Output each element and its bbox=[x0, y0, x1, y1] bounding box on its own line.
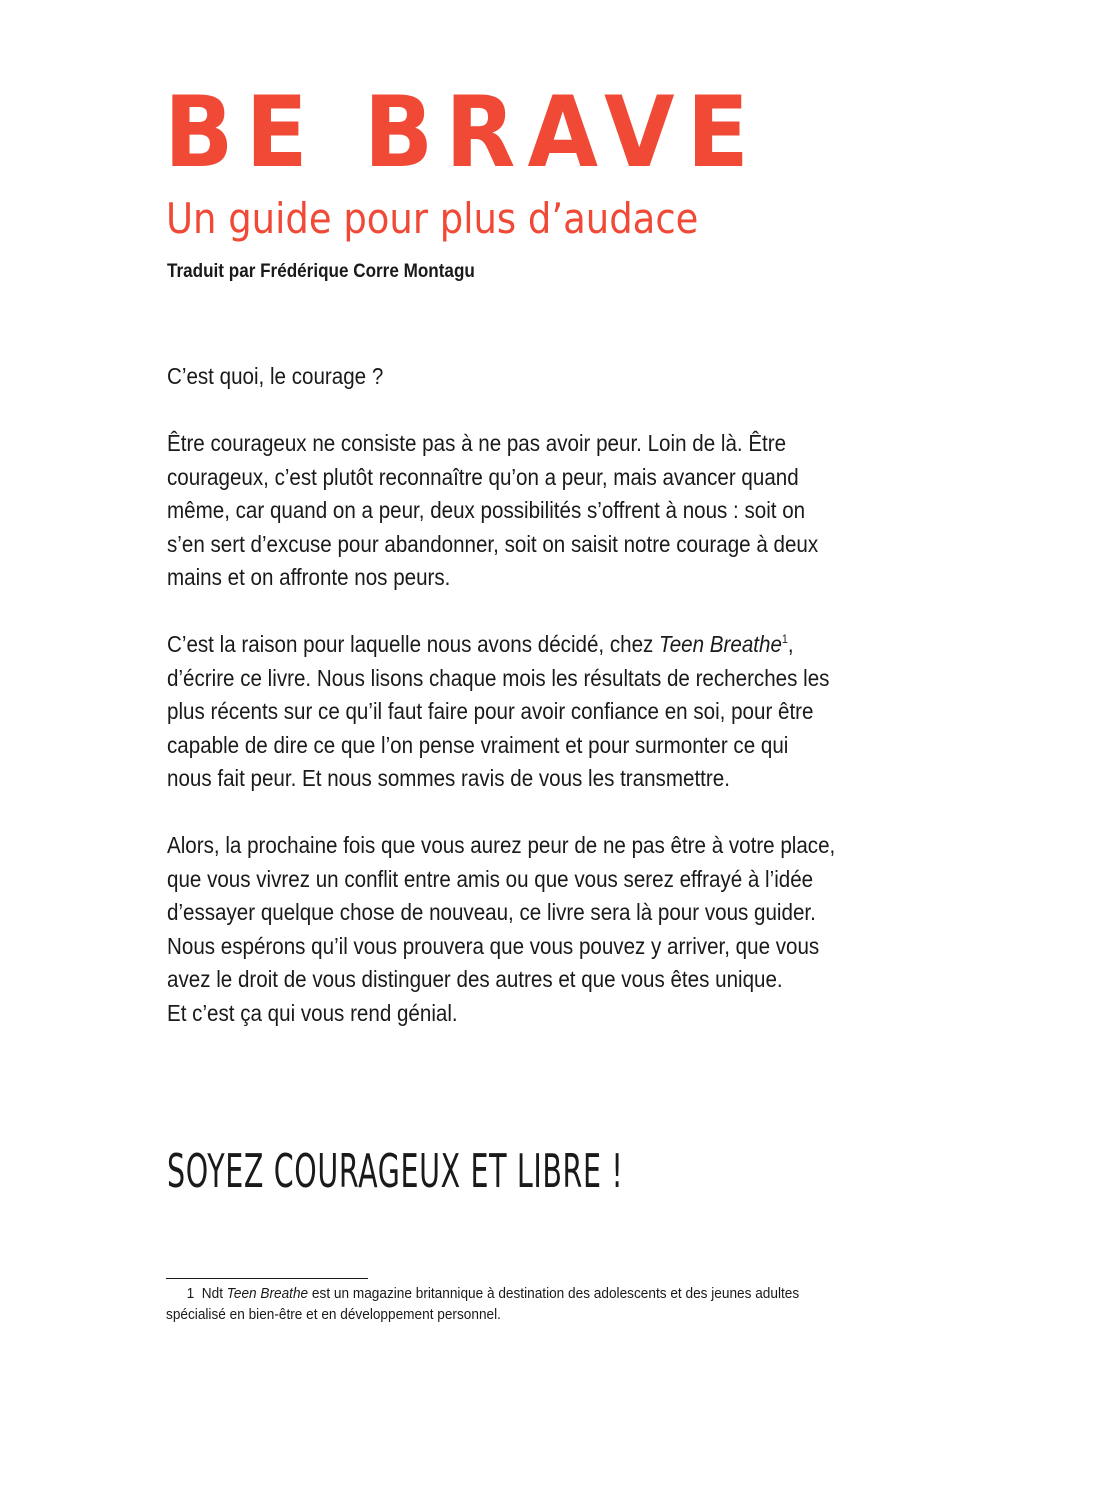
magazine-name: Teen Breathe bbox=[659, 631, 782, 657]
footnote bbox=[166, 1284, 974, 1326]
paragraph-2 bbox=[167, 628, 937, 796]
book-title: BE BRAVE bbox=[164, 76, 761, 190]
footnote-prefix: Ndt bbox=[201, 1286, 227, 1302]
paragraph-3-line: Et c’est ça qui vous rend génial. bbox=[167, 999, 458, 1026]
footnote-text: est un magazine britannique à destination des adolescents et des jeunes adultes bbox=[308, 1286, 800, 1302]
paragraph-3-line: Nous espérons qu’il vous prouvera que vous pouvez y arriver, que vous bbox=[167, 932, 820, 959]
footnote-magazine-name: Teen Breathe bbox=[226, 1286, 309, 1302]
paragraph-1-line: Être courageux ne consiste pas à ne pas avoir peur. Loin de là. Être bbox=[167, 430, 787, 456]
paragraph-1-line: même, car quand on a peur, deux possibilités s’offrent à nous : soit on bbox=[167, 497, 806, 523]
footnote-line: spécialisé en bien-être et en développement personnel. bbox=[166, 1307, 501, 1323]
paragraph-1-line: mains et on affronte nos peurs. bbox=[167, 564, 451, 590]
paragraph-2-line: capable de dire ce que l’on pense vraiment et pour surmonter ce qui bbox=[167, 731, 789, 758]
book-subtitle: Un guide pour plus d’audace bbox=[166, 194, 699, 243]
paragraph-2-punctuation: , bbox=[787, 631, 794, 657]
paragraph-3-line: d’essayer quelque chose de nouveau, ce livre sera là pour vous guider. bbox=[167, 899, 816, 925]
paragraph-1-line: courageux, c’est plutôt reconnaître qu’on a peur, mais avancer quand bbox=[167, 463, 799, 490]
paragraph-2-text: C’est la raison pour laquelle nous avons décidé, chez bbox=[167, 631, 660, 657]
paragraph-3-line: avez le droit de vous distinguer des autres et que vous êtes unique. bbox=[167, 966, 783, 992]
paragraph-3-line: Alors, la prochaine fois que vous aurez peur de ne pas être à votre place, bbox=[167, 832, 836, 858]
paragraph-3 bbox=[167, 829, 937, 1030]
paragraph-2-line bbox=[167, 628, 937, 662]
footnote-line bbox=[166, 1284, 974, 1305]
question-line: C’est quoi, le courage ? bbox=[167, 363, 384, 389]
footnote-reference[interactable]: 1 bbox=[781, 632, 788, 646]
paragraph-2-line: d’écrire ce livre. Nous lisons chaque mois les résultats de recherches les bbox=[167, 664, 830, 691]
paragraph-2-line: nous fait peur. Et nous sommes ravis de vous les transmettre. bbox=[167, 765, 730, 791]
paragraph-2-line: plus récents sur ce qu’il faut faire pour avoir confiance en soi, pour être bbox=[167, 698, 814, 724]
slogan-heading: SOYEZ COURAGEUX ET LIBRE ! bbox=[167, 1144, 624, 1198]
paragraph-1-line: s’en sert d’excuse pour abandonner, soit on saisit notre courage à deux bbox=[167, 530, 819, 557]
body-text bbox=[167, 360, 937, 1064]
footnote-number: 1 bbox=[186, 1286, 195, 1302]
footnote-divider bbox=[166, 1278, 368, 1279]
paragraph-3-line: que vous vivrez un conflit entre amis ou que vous serez effrayé à l’idée bbox=[167, 865, 814, 892]
translator-byline: Traduit par Frédérique Corre Montagu bbox=[167, 261, 475, 282]
intro-question bbox=[167, 360, 937, 394]
paragraph-1 bbox=[167, 427, 937, 595]
